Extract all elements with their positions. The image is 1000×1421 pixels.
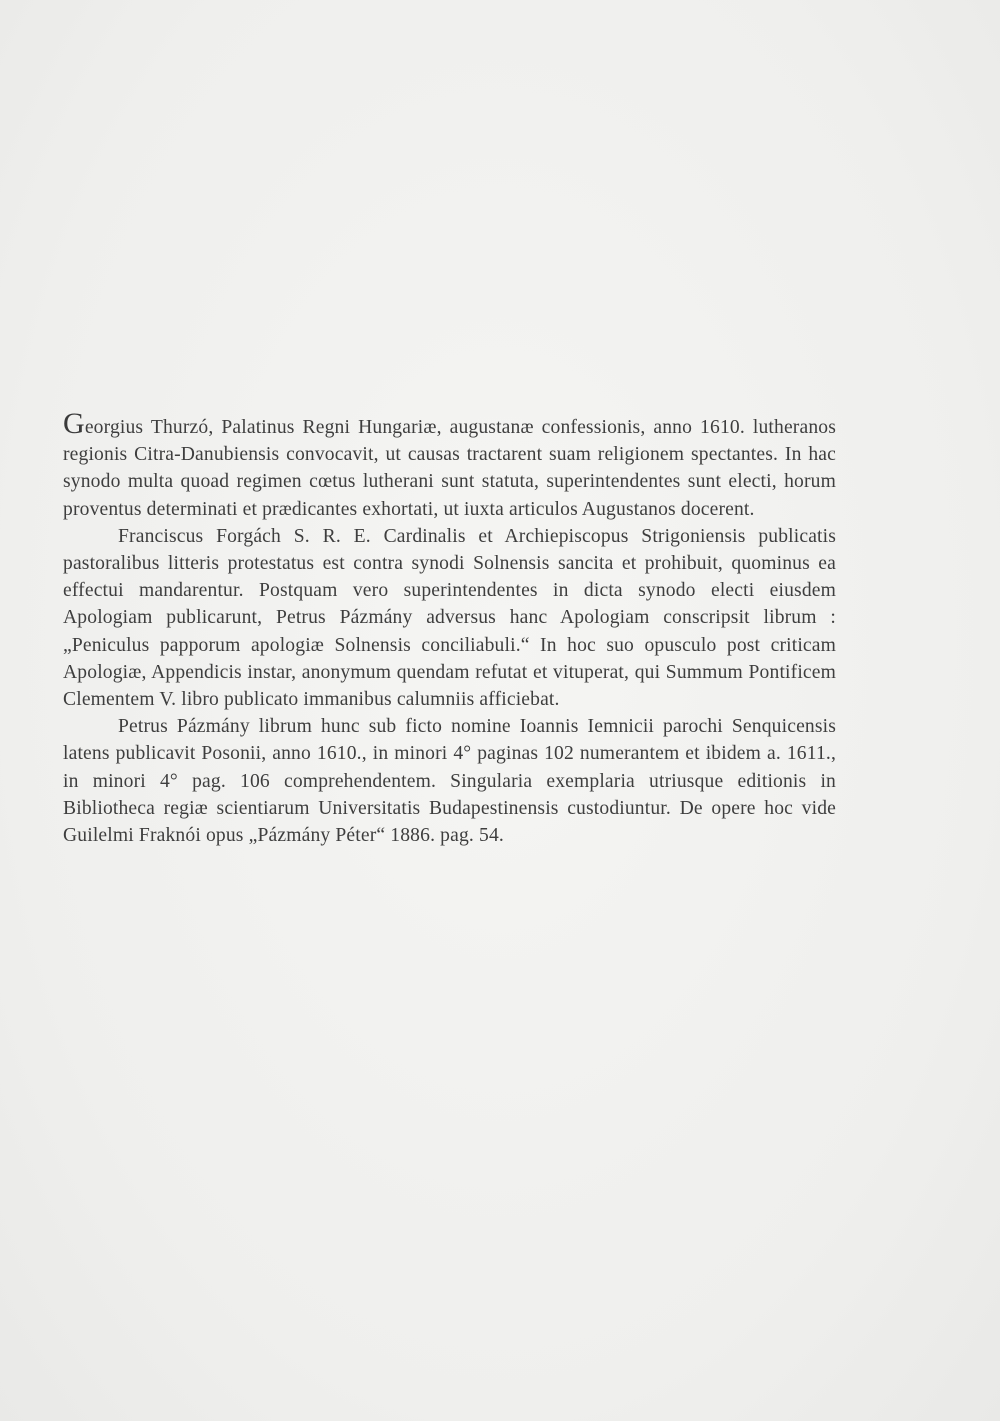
- paragraph-3: Petrus Pázmány librum hunc sub ficto nomine Ioannis Iemnicii parochi Senquicensis latens publicavit Posonii, anno 1610., in minori 4° paginas 102 numerantem et ibidem a. 1611., in minori 4° pag. 106 comprehendentem. Singularia exemplaria utriusque editionis in Bibliotheca regiæ scientiarum Universitatis Budapestinensis custodiuntur. De opere hoc vide Guilelmi Fraknói opus „Pázmány Péter“ 1886. pag. 54.: [63, 716, 836, 847]
- initial-letter: G: [63, 407, 85, 440]
- paragraph-2: Franciscus Forgách S. R. E. Cardinalis et Archiepiscopus Strigoniensis publicatis pastoralibus litteris protestatus est contra synodi Solnensis sancita et prohibuit, quominus ea effectui mandarentur. Postquam vero superintendentes in dicta synodo electi eiusdem Apologiam publicarunt, Petrus Pázmány adversus hanc Apologiam conscripsit librum : „Peniculus papporum apologiæ Solnensis conciliabuli.“ In hoc suo opusculo post criticam Apologiæ, Appendicis instar, anonymum quendam refutat et vituperat, qui Summum Pontificem Clementem V. libro publicato immanibus calumniis afficiebat.: [63, 525, 836, 711]
- paragraph-1: [63, 407, 836, 523]
- paragraph-1-text: eorgius Thurzó, Palatinus Regni Hungariæ, augustanæ confessionis, anno 1610. lutheranos regionis Citra-Danubiensis convocavit, ut causas tractarent suam religionem spectantes. In hac synodo multa quoad regimen cœtus lutherani sunt statuta, superintendentes sunt electi, horum proventus determinati et prædicantes exhortati, ut iuxta articulos Augustanos docerent.: [63, 417, 836, 520]
- body-text: [63, 407, 836, 849]
